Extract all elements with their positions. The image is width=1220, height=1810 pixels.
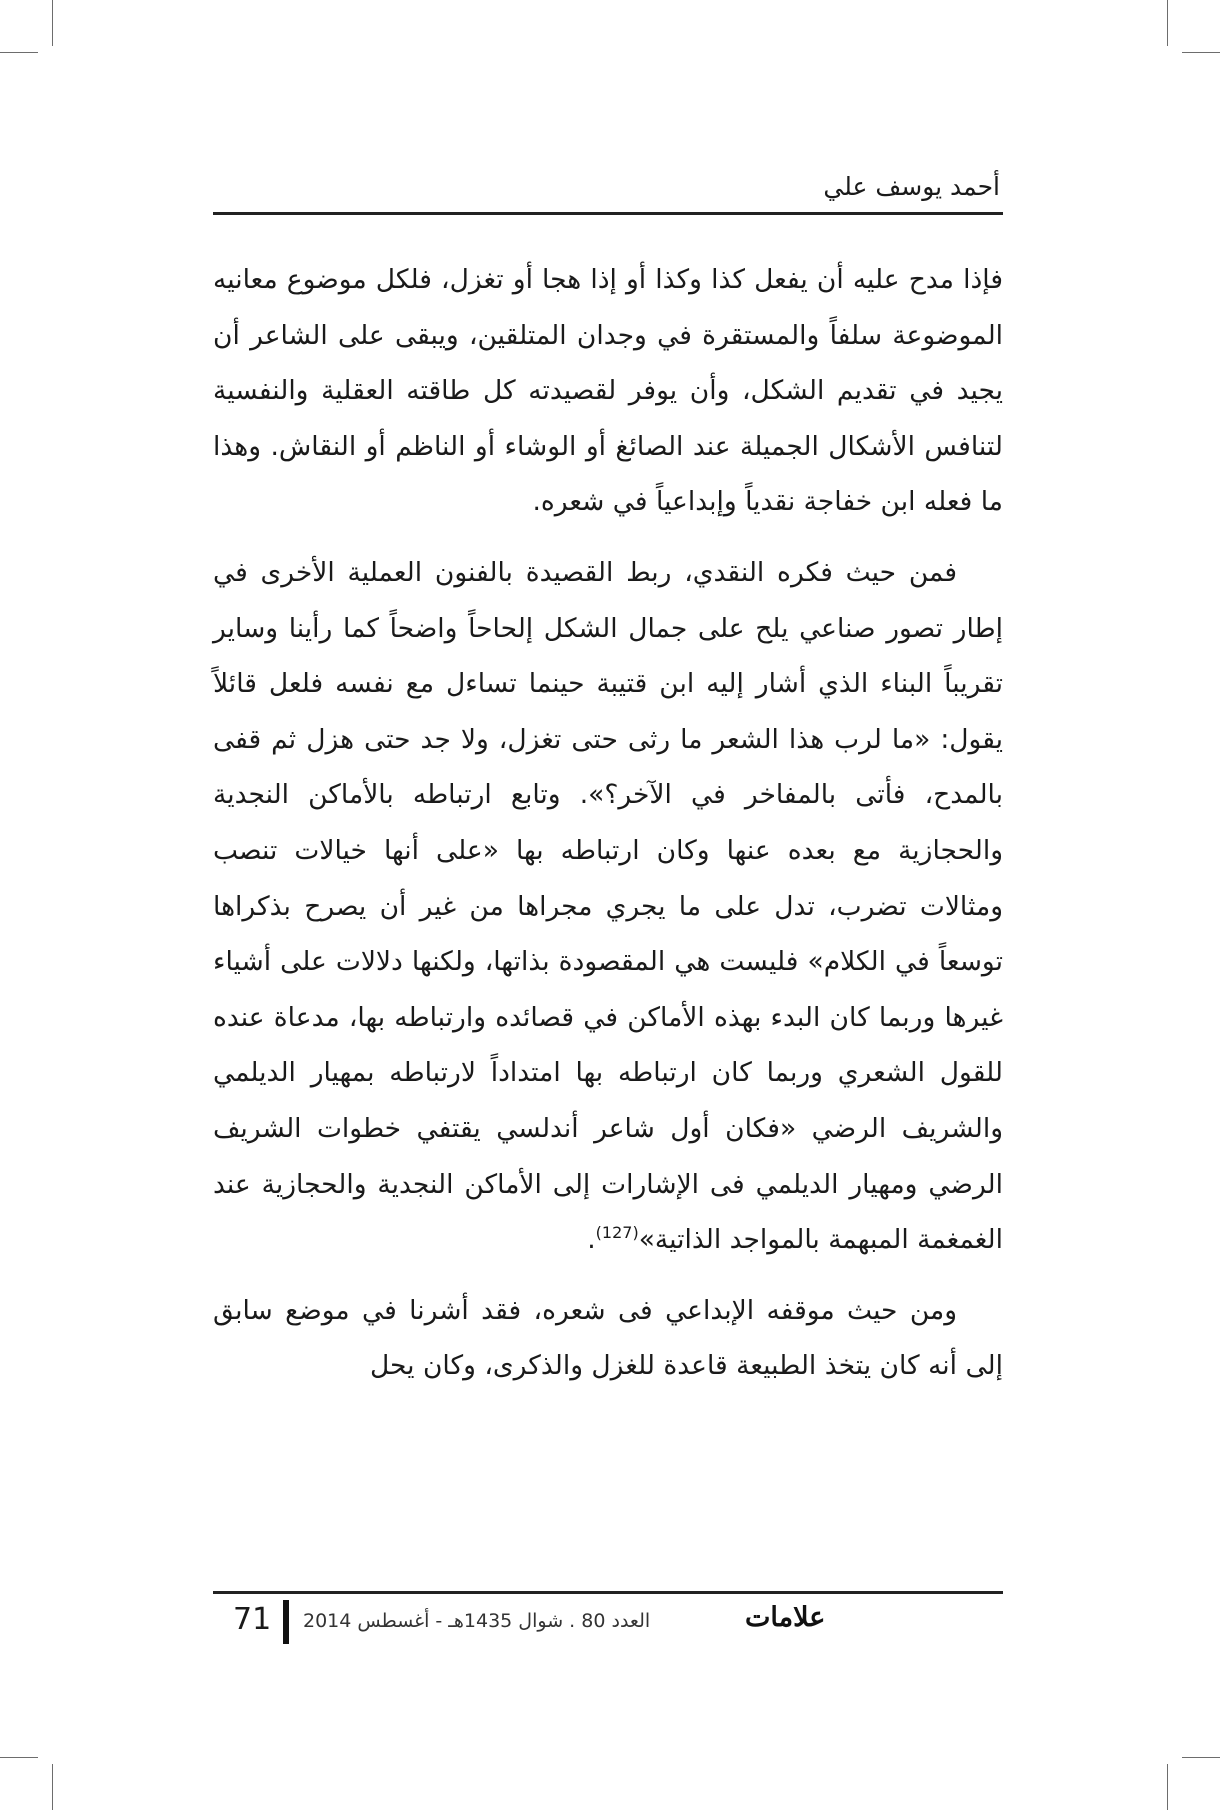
paragraph-text: فمن حيث فكره النقدي، ربط القصيدة بالفنون العملية الأخرى في إطار تصور صناعي يلح على جمال الشكل إلحاحاً واضحاً كما رأينا وساير تقريباً البناء الذي أشار إليه ابن قتيبة حينما تساءل مع نفسه فلعل قائلاً يقول: «ما لرب هذا الشعر ما رثى حتى تغزل، ولا جد حتى هزل ثم قفى بالمدح، فأتى بالمفاخر في الآخر؟». وتابع ارتباطه بالأماكن النجدية والحجازية مع بعده عنها وكان ارتباطه بها «على أنها خيالات تنصب ومثالات تضرب، تدل على ما يجري مجراها من غير أن يصرح بذكراها توسعاً في الكلام» فليست هي المقصودة بذاتها، ولكنها دلالات على أشياء غيرها وربما كان البدء بهذه الأماكن في قصائده وارتباطه بها، مدعاة عنده للقول الشعري وربما كان ارتباطه بها امتداداً لارتباطه بمهيار الديلمي والشريف الرضي «فكان أول شاعر أندلسي يقتفي خطوات الشريف الرضي ومهيار الديلمي فى الإشارات إلى الأماكن النجدية والحجازية عند الغمغمة المبهمة بالمواجد الذاتية» [213, 556, 1003, 1256]
crop-mark [52, 1764, 53, 1810]
journal-logo: علامات [745, 1602, 826, 1633]
article-body [213, 252, 1003, 1394]
crop-mark [0, 52, 38, 53]
paragraph-text: ومن حيث موقفه الإبداعي فى شعره، فقد أشرنا في موضع سابق إلى أنه كان يتخذ الطبيعة قاعدة للغزل والذكرى، وكان يحل [213, 1294, 1003, 1382]
paragraph [213, 1283, 1003, 1394]
issue-info: العدد 80 . شوال 1435هـ - أغسطس 2014 [303, 1610, 651, 1632]
crop-mark [0, 1757, 38, 1758]
crop-mark [1167, 1764, 1168, 1810]
crop-mark [1182, 52, 1220, 53]
paragraph-tail: . [587, 1224, 596, 1256]
crop-mark [1167, 0, 1168, 46]
footer-divider [283, 1600, 289, 1644]
paragraph [213, 252, 1003, 530]
running-head: أحمد يوسف علي [823, 172, 1000, 201]
page-number: 71 [233, 1602, 272, 1637]
footnote-reference: (127) [595, 1223, 639, 1243]
paragraph-text: فإذا مدح عليه أن يفعل كذا وكذا أو إذا هجا أو تغزل، فلكل موضوع معانيه الموضوعة سلفاً والمستقرة في وجدان المتلقين، ويبقى على الشاعر أن يجيد في تقديم الشكل، وأن يوفر لقصيدته كل طاقته العقلية والنفسية لتنافس الأشكال الجميلة عند الصائغ أو الوشاء أو الناظم أو النقاش. وهذا ما فعله ابن خفاجة نقدياً وإبداعياً في شعره. [213, 264, 1003, 518]
page-footer [213, 1596, 1003, 1656]
crop-mark [52, 0, 53, 46]
header-rule [213, 212, 1003, 215]
paragraph [213, 545, 1003, 1268]
footer-rule [213, 1591, 1003, 1594]
crop-mark [1182, 1757, 1220, 1758]
